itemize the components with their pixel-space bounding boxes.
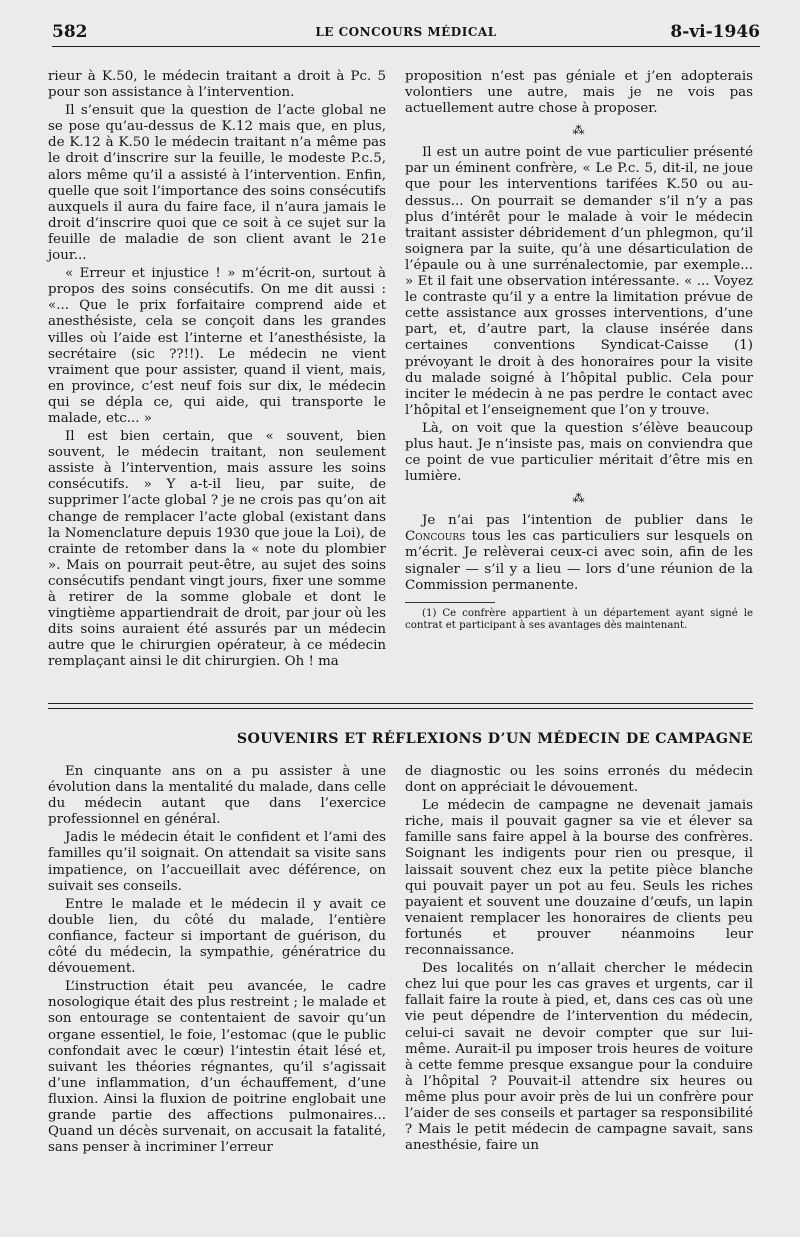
article2-title: SOUVENIRS ET RÉFLEXIONS D’UN MÉDECIN DE CAMPAGNE [236, 731, 753, 747]
paragraph: de diagnostic ou les soins erronés du médecin dont on appréciait le dévouement. [405, 764, 753, 796]
paragraph: Il est bien certain, que « souvent, bien souvent, le médecin traitant, non seulement assiste à l’intervention, mais assure les soins consécutifs. » Y a-t-il lieu, par suite, de supprimer l’acte global ? je ne crois pas qu’on ait change de remplacer l’acte global (existant dans la Nomenclature depuis 1930 que joue la Loi), de crainte de retomber dans la « note du plombier ». Mais on pourrait peut-être, au sujet des soins consécutifs pendant vingt jours, fixer une somme à retirer de la somme globale et dont le vingtième appartiendrait de droit, par jour où les dits soins auraient été assurés par un médecin autre que le chirurgien opérateur, à ce médecin remplaçant ainsi le dit chirurgien. Oh ! ma [48, 429, 386, 670]
article1-right-column [405, 69, 753, 632]
paragraph: Il est un autre point de vue particulier présenté par un éminent confrère, « Le P.c. 5, dit-il, ne joue que pour les interventions tarifées K.50 ou au-dessus... On pourrait se demander s’il n’y a pas plus d’intérêt pour le malade à voir le médecin traitant assister débridement d’un phlegmon, qu’il soignera par la suite, qu’à une désarticulation de l’épaule ou à une surrénalectomie, par exemple... » Et il fait une observation intéressante. « ... Voyez le contraste qu’il y a entre la limitation prévue de cette assistance aux grosses interventions, d’une part, et, d’autre part, la clause insérée dans certaines conventions Syndicat-Caisse (1) prévoyant le droit à des honoraires pour la visite du malade soigné à l’hôpital public. Cela pour inciter le médecin à ne pas perdre le contact avec l’hôpital et l’enseignement que l’on y trouve. [405, 145, 753, 418]
paragraph: Il s’ensuit que la question de l’acte global ne se pose qu’au-dessus de K.12 mais que, en plus, de K.12 à K.50 le médecin traitant n’a même pas le droit d’inscrire sur la feuille, le modeste P.c.5, alors même qu’il a assisté à l’intervention. Enfin, quelle que soit l’importance des soins consécutifs auxquels il aura du faire face, il n’aura jamais le droit d’inscrire quoi que ce soit à ce sujet sur la feuille de maladie de son client avant le 21e jour... [48, 103, 386, 264]
section-separator: ⁂ [572, 491, 586, 506]
footnote: (1) Ce confrère appartient à un département ayant signé le contrat et participant à ses avantages dès maintenant. [405, 607, 753, 631]
issue-date: 8-vi-1946 [670, 22, 760, 42]
paragraph [405, 513, 753, 593]
paragraph: rieur à K.50, le médecin traitant a droit à Pc. 5 pour son assistance à l’intervention. [48, 69, 386, 101]
section-divider [48, 708, 753, 709]
paragraph: En cinquante ans on a pu assister à une évolution dans la mentalité du malade, dans celle du médecin autant que dans l’exercice professionnel en général. [48, 764, 386, 828]
journal-name-inline: Concours [405, 529, 466, 545]
paragraph: Là, on voit que la question s’élève beaucoup plus haut. Je n’insiste pas, mais on conviendra que ce point de vue particulier méritait d’être mis en lumière. [405, 420, 753, 485]
article2-left-column [48, 764, 386, 1156]
section-separator: ⁂ [572, 123, 586, 138]
footnote-rule [405, 602, 495, 603]
paragraph: Entre le malade et le médecin il y avait ce double lien, du côté du malade, l’entière confiance, facteur si important de guérison, du côté du médecin, la sympathie, génératrice du dévouement. [48, 896, 386, 977]
page-header [52, 20, 760, 47]
paragraph-text: tous les cas particuliers sur lesquels on m’écrit. Je relèverai ceux-ci avec soin, afin de les signaler — s’il y a lieu — lors d’une réunion de la Commission permanente. [405, 529, 753, 593]
journal-title: LE CONCOURS MÉDICAL [315, 25, 497, 39]
paragraph: Le médecin de campagne ne devenait jamais riche, mais il pouvait gagner sa vie et élever sa famille sans faire appel à la bourse des confrères. Soignant les indigents pour rien ou presque, il laissait souvent chez eux la petite pièce blanche qui pouvait payer un pot au feu. Seuls les riches payaient et souvent une douzaine d’œufs, un lapin venaient remplacer les honoraires de clients peu fortunés et prouver néanmoins leur reconnaissance. [405, 798, 753, 959]
paragraph: Jadis le médecin était le confident et l’ami des familles qu’il soignait. On attendait sa visite sans impatience, on l’accueillait avec déférence, on suivait ses conseils. [48, 830, 386, 894]
paragraph-text: Je n’ai pas l’intention de publier dans le [422, 513, 753, 529]
article2-right-column [405, 764, 753, 1154]
paragraph: L’instruction était peu avancée, le cadre nosologique était des plus restreint ; le malade et son entourage se contentaient de savoir qu’un organe essentiel, le foie, l’estomac (que le public confondait avec le cœur) l’intestin était lésé et, suivant les théories régnantes, qu’il s’agissait d’une inflammation, d’un échauffement, d’une fluxion. Ainsi la fluxion de poitrine englobait une grande partie des affections pulmonaires... Quand un décès survenait, on accusait la fatalité, sans penser à incriminer l’erreur [48, 979, 386, 1156]
section-divider [48, 703, 753, 704]
page-number: 582 [52, 22, 88, 42]
paragraph: « Erreur et injustice ! » m’écrit-on, surtout à propos des soins consécutifs. On me dit aussi : «... Que le prix forfaitaire comprend aide et anesthésiste, cela se conçoit dans les grandes villes où l’aide est l’interne et l’anesthésiste, la secrétaire (sic ??!!). Le médecin ne vient vraiment que pour assister, quand il vient, mais, en province, c’est neuf fois sur dix, le médecin qui se dépla ce, qui aide, qui transporte le malade, etc... » [48, 266, 386, 426]
article1-left-column [48, 69, 386, 670]
paragraph: Des localités on n’allait chercher le médecin chez lui que pour les cas graves et urgents, car il fallait faire la route à pied, et, dans ces cas où une vie peut dépendre de l’intervention du médecin, celui-ci savait ne devoir compter que sur lui-même. Aurait-il pu imposer trois heures de voiture à cette femme presque exsangue pour la conduire à l’hôpital ? Pouvait-il attendre six heures ou même plus pour avoir près de lui un confrère pour l’aider de ses conseils et partager sa responsibilité ? Mais le petit médecin de campagne savait, sans anesthésie, faire un [405, 961, 753, 1154]
paragraph: proposition n’est pas géniale et j’en adopterais volontiers une autre, mais je ne vois pas actuellement autre chose à proposer. [405, 69, 753, 117]
